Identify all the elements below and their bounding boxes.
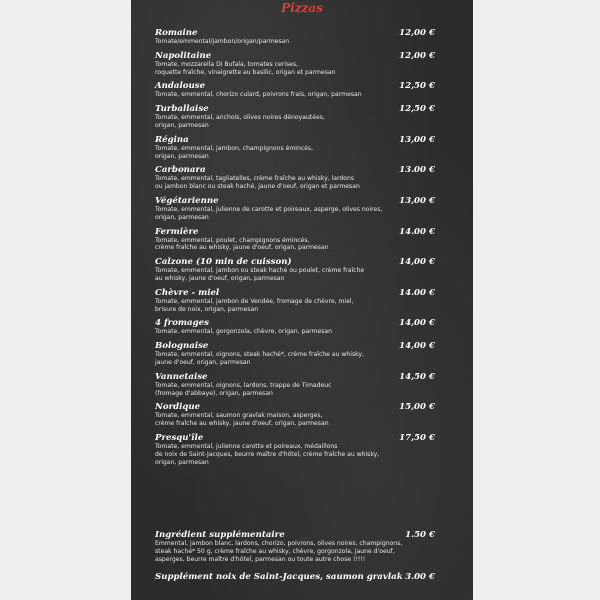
menu-item (155, 227, 435, 253)
pizza-name: Végétarienne (155, 195, 219, 206)
pizza-ingredients: origan, parmesan (155, 213, 209, 221)
extra-desc-line: asperges, beurre maître d'hôtel, parmesan ou toute autre chose !!!!! (155, 555, 366, 563)
menu-item (155, 402, 435, 428)
menu-item (155, 196, 435, 222)
pizza-name: Chèvre - miel (155, 287, 220, 298)
pizza-price: 14.00 € (399, 287, 435, 298)
pizza-price: 14.00 € (399, 226, 435, 237)
menu-item (155, 433, 435, 466)
pizza-ingredients: jaune d'oeuf, origan, parmesan (155, 358, 251, 366)
pizza-price: 12,00 € (399, 50, 435, 61)
pizza-ingredients: Tomate, emmental, tagliatelles, crème fraîche au whisky, lardons (155, 175, 355, 183)
menu-item (155, 28, 435, 46)
menu-item (155, 372, 435, 398)
pizza-ingredients: Tomate, emmental, jambon, champignons émincés, (155, 144, 314, 152)
menu-item (155, 51, 435, 77)
supplement-row (155, 572, 435, 582)
pizza-ingredients: Tomate, emmental, julienne carotte et poireaux, médaillons (155, 442, 338, 450)
menu-item (155, 257, 435, 283)
pizza-price: 12,00 € (399, 28, 435, 38)
pizza-ingredients: Tomate, emmental, anchois, olives noires dénoyautées, (155, 114, 325, 122)
chalkboard-menu (131, 0, 473, 600)
pizza-name: Nordique (155, 402, 201, 413)
pizza-price: 14,00 € (399, 318, 435, 329)
menu-item (155, 135, 435, 161)
pizza-ingredients: brisure de noix, origan, parmesan (155, 305, 259, 313)
pizza-ingredients: Tomate, emmental, chorizo culard, poivrons frais, origan, parmesan (155, 91, 362, 99)
pizza-ingredients: (fromage d'abbaye), origan, parmesan (155, 389, 273, 397)
pizza-price: 13,00 € (399, 195, 435, 206)
pizza-ingredients: Tomate, mozzarella Di Bufala, tomates cerises, (155, 60, 298, 68)
pizza-name: Régina (155, 134, 189, 145)
pizza-name: Fermière (155, 226, 199, 237)
pizza-price: 14,00 € (399, 341, 435, 352)
pizza-ingredients: Tomate, emmental, jambon de Vendée, fromage de chèvre, miel, (155, 297, 354, 305)
pizza-price: 12,50 € (399, 81, 435, 92)
pizza-ingredients: origan, parmesan (155, 458, 209, 466)
menu-item (155, 341, 435, 367)
pizza-name: Presqu'île (155, 432, 204, 443)
pizza-ingredients: Tomate, emmental, gorgonzola, chèvre, origan, parmesan (155, 328, 332, 336)
pizza-ingredients: crème fraîche au whisky, jaune d'oeuf, origan, parmesan (155, 244, 329, 252)
pizza-ingredients: Tomate, emmental, saumon gravlak maison, asperges, (155, 412, 323, 420)
pizza-ingredients: origan, parmesan (155, 152, 209, 160)
menu-title: Pizzas (281, 1, 323, 15)
pizza-ingredients: Tomate, emmental, oignons, steak haché*, crème fraîche au whisky, (155, 351, 364, 359)
pizza-price: 13,00 € (399, 134, 435, 145)
pizza-price: 14,50 € (399, 371, 435, 382)
pizza-ingredients: Tomate, emmental, julienne de carotte et poireaux, asperge, olives noires, (155, 205, 383, 213)
pizza-ingredients: ou jambon blanc ou steak haché, jaune d'oeuf, origan et parmesan (155, 183, 360, 191)
pizza-price: 12,50 € (399, 104, 435, 115)
pizza-name: Carbonara (155, 165, 206, 176)
pizza-name: Bolognaise (155, 341, 209, 352)
pizza-price: 13.00 € (399, 165, 435, 176)
extra-price: 1.50 € (405, 530, 435, 540)
pizza-ingredients: origan, parmesan (155, 121, 209, 129)
menu-item (155, 318, 435, 336)
pizza-ingredients: de noix de Saint-Jacques, beurre maître d'hôtel, crème fraîche au whisky, (155, 450, 380, 458)
pizza-name: 4 fromages (155, 318, 209, 329)
pizza-price: 15,00 € (399, 402, 435, 413)
pizza-name: Turballaise (155, 104, 209, 115)
menu-item (155, 165, 435, 191)
pizza-list (155, 28, 435, 471)
pizza-name: Vannetaise (155, 371, 208, 382)
menu-item (155, 104, 435, 130)
pizza-ingredients: crème fraîche au whisky, jaune d'oeuf, origan, parmesan (155, 420, 329, 428)
pizza-ingredients: Tomate, emmental, poulet, champignons émincés, (155, 236, 310, 244)
pizza-price: 14,00 € (399, 257, 435, 268)
pizza-name: Napolitaine (155, 50, 212, 61)
pizza-price: 17,50 € (399, 432, 435, 443)
supplement-name: Supplément noix de Saint-Jacques, saumon gravlak (155, 572, 403, 582)
extra-name: Ingrédient supplémentaire (155, 530, 285, 540)
extra-desc-line: Emmental, jambon blanc, lardons, chorizo, poivrons, olives noires, champignons, (155, 540, 403, 547)
menu-item (155, 288, 435, 314)
supplement-price: 3.00 € (405, 572, 435, 582)
pizza-ingredients: roquette fraîche, vinaigrette au basilic, origan et parmesan (155, 68, 336, 76)
pizza-name: Calzone (10 min de cuisson) (155, 257, 292, 268)
pizza-name: Andalouse (155, 81, 206, 92)
pizza-ingredients: Tomate/emmental/jambon/origan/parmesan (155, 38, 290, 45)
menu-item (155, 81, 435, 99)
pizza-ingredients: Tomate, emmental, oignons, lardons, trappe de Timadeuc (155, 381, 332, 389)
pizza-ingredients: au whisky, jaune d'oeuf, origan, parmesan (155, 274, 285, 282)
extra-ingredient (155, 530, 435, 563)
extra-desc-line: steak haché* 50 g, crème fraîche au whisky, chèvre, gorgonzola, jaune d'oeuf, (155, 547, 395, 555)
pizza-name: Romaine (155, 28, 198, 38)
pizza-ingredients: Tomate, emmental, jambon ou steak haché ou poulet, crème fraîche (155, 267, 365, 275)
